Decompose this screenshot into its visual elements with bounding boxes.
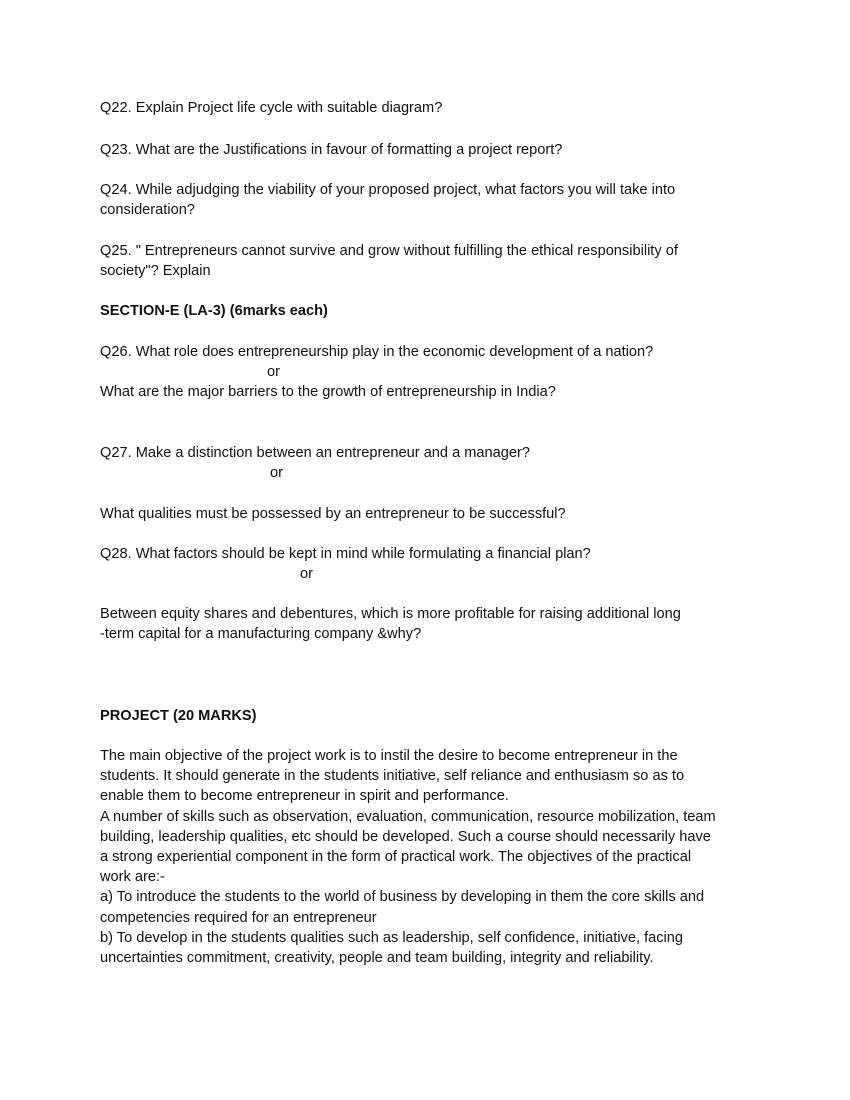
question-28-option-a: Q28. What factors should be kept in mind while formulating a financial plan? bbox=[100, 546, 591, 562]
project-paragraph-line: work are:- bbox=[100, 869, 165, 885]
question-23: Q23. What are the Justifications in favour of formatting a project report? bbox=[100, 142, 563, 158]
question-26-option-b: What are the major barriers to the growth of entrepreneurship in India? bbox=[100, 384, 556, 400]
question-26-option-a: Q26. What role does entrepreneurship play in the economic development of a nation? bbox=[100, 344, 654, 360]
project-paragraph-line: students. It should generate in the students initiative, self reliance and enthusiasm so as to bbox=[100, 768, 685, 784]
project-paragraph-line: a strong experiential component in the form of practical work. The objectives of the practical bbox=[100, 849, 692, 865]
question-27-option-b: What qualities must be possessed by an entrepreneur to be successful? bbox=[100, 506, 566, 522]
section-e-heading: SECTION-E (LA-3) (6marks each) bbox=[100, 303, 328, 319]
question-25-line-1: Q25. " Entrepreneurs cannot survive and grow without fulfilling the ethical responsibility of bbox=[100, 243, 678, 259]
project-heading: PROJECT (20 MARKS) bbox=[100, 708, 257, 724]
project-objective-b-line-1: b) To develop in the students qualities such as leadership, self confidence, initiative, facing bbox=[100, 930, 684, 946]
question-22: Q22. Explain Project life cycle with suitable diagram? bbox=[100, 100, 443, 116]
question-26-or: or bbox=[267, 364, 280, 380]
question-28-option-b-line-1: Between equity shares and debentures, which is more profitable for raising additional long bbox=[100, 606, 681, 622]
project-paragraph-line: enable them to become entrepreneur in spirit and performance. bbox=[100, 788, 509, 804]
project-objective-a-line-2: competencies required for an entrepreneur bbox=[100, 910, 377, 926]
project-paragraph-line: The main objective of the project work is to instil the desire to become entrepreneur in the bbox=[100, 748, 678, 764]
project-objective-a-line-1: a) To introduce the students to the world of business by developing in them the core skills and bbox=[100, 889, 705, 905]
question-28-option-b-line-2: -term capital for a manufacturing company &why? bbox=[100, 626, 422, 642]
project-paragraph-line: building, leadership qualities, etc should be developed. Such a course should necessarily have bbox=[100, 829, 711, 845]
question-25-line-2: society"? Explain bbox=[100, 263, 211, 279]
question-24-line-2: consideration? bbox=[100, 202, 195, 218]
question-28-or: or bbox=[300, 566, 313, 582]
project-objective-b-line-2: uncertainties commitment, creativity, people and team building, integrity and reliability. bbox=[100, 950, 654, 966]
question-27-or: or bbox=[270, 465, 283, 481]
question-27-option-a: Q27. Make a distinction between an entrepreneur and a manager? bbox=[100, 445, 530, 461]
question-24-line-1: Q24. While adjudging the viability of your proposed project, what factors you will take into bbox=[100, 182, 676, 198]
project-paragraph-line: A number of skills such as observation, evaluation, communication, resource mobilization, team bbox=[100, 809, 716, 825]
